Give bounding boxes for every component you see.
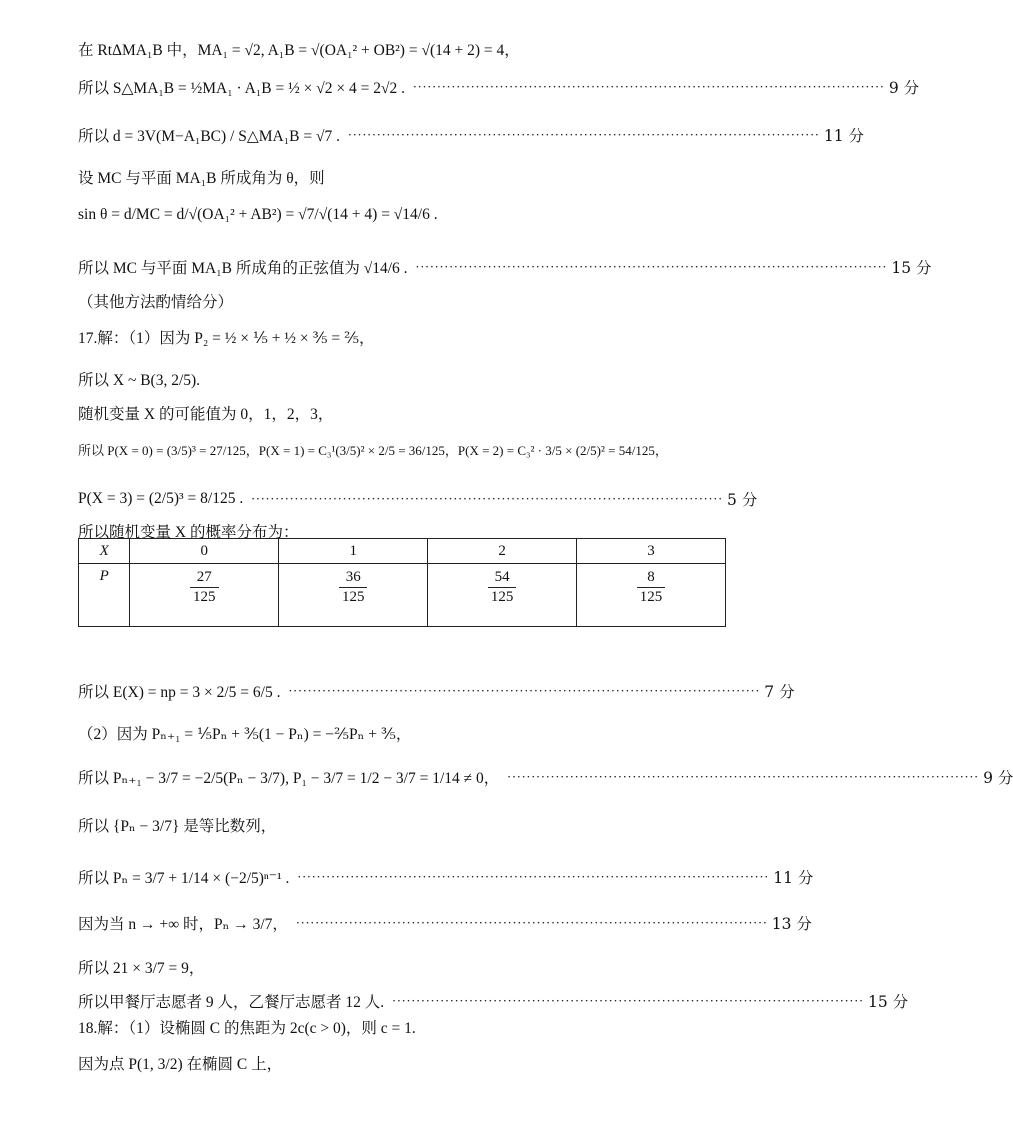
fraction-numerator: 54 (488, 568, 517, 588)
line-area-s (78, 76, 920, 98)
score-mark: 5 分 (727, 491, 758, 509)
line-text: 所以 MC 与平面 MA₁B 所成角的正弦值为 √14/6 . (78, 260, 408, 277)
dot-leader: ·································································································· (412, 80, 885, 94)
line-limit (78, 912, 812, 934)
score-mark: 7 分 (764, 683, 795, 701)
dot-leader: ·································································································· (288, 684, 761, 698)
table-header-cell: 2 (428, 539, 577, 564)
line-pn-formula (78, 866, 814, 888)
line-text: （其他方法酌情给分） (78, 294, 234, 311)
line-expectation (78, 680, 795, 702)
line-text: 18.解：（1）设椭圆 C 的焦距为 2c(c > 0)，则 c = 1. (78, 1020, 416, 1037)
table-row-label: P (79, 564, 130, 627)
line-text: 所以随机变量 X 的概率分布为： (78, 524, 299, 541)
fraction (190, 568, 219, 607)
line-text: （2）因为 Pₙ₊₁ = ⅕Pₙ + ⅗(1 − Pₙ) = −⅖Pₙ + ⅗， (78, 726, 412, 743)
line-text: 所以 Pₙ₊₁ − 3/7 = −2/5(Pₙ − 3/7), P₁ − 3/7 = 1/2 − 3/7 = 1/14 ≠ 0， (78, 770, 500, 787)
table-header-cell: X (79, 539, 130, 564)
fraction (488, 568, 517, 607)
score-mark: 13 分 (771, 915, 812, 933)
table-cell (279, 564, 428, 627)
table-header-cell: 1 (279, 539, 428, 564)
fraction-numerator: 36 (339, 568, 368, 588)
line-q18-focal (78, 1016, 718, 1038)
line-text: 所以甲餐厅志愿者 9 人，乙餐厅志愿者 12 人. (78, 994, 385, 1011)
line-volunteers (78, 990, 909, 1012)
dot-leader: ·································································································· (392, 994, 864, 1008)
score-mark: 11 分 (823, 127, 864, 145)
table-header-cell: 0 (130, 539, 279, 564)
table-cell (577, 564, 726, 627)
table-cell (130, 564, 279, 627)
line-text: 在 RtΔMA₁B 中，MA₁ = √2, A₁B = √(OA₁² + OB²) = √(14 + 2) = 4， (78, 42, 520, 59)
line-p-x3 (78, 488, 758, 510)
line-geometric-step (78, 766, 1013, 788)
line-text: 所以 S△MA₁B = ½MA₁ · A₁B = ½ × √2 × 4 = 2√2 . (78, 80, 405, 97)
table-header-row (79, 539, 726, 564)
dot-leader: ·································································································· (251, 492, 724, 506)
line-text: 所以 21 × 3/7 = 9， (78, 960, 205, 977)
line-text: 因为点 P(1, 3/2) 在椭圆 C 上， (78, 1056, 283, 1073)
line-text: 所以 X ~ B(3, 2/5). (78, 372, 201, 389)
fraction-denominator: 125 (639, 588, 663, 605)
fraction-denominator: 125 (341, 588, 365, 605)
score-mark: 15 分 (867, 993, 909, 1011)
line-q18-point (78, 1052, 718, 1074)
fraction-denominator: 125 (193, 588, 216, 605)
table-row (79, 564, 726, 627)
line-rt-triangle (78, 38, 718, 60)
fraction-denominator: 125 (490, 588, 514, 605)
fraction (637, 568, 666, 607)
line-binomial (78, 368, 718, 390)
score-mark: 15 分 (891, 259, 932, 277)
dot-leader: ·································································································· (348, 128, 820, 142)
line-text: 所以 {Pₙ − 3/7} 是等比数列， (78, 818, 277, 835)
line-geometric-sequence (78, 814, 718, 836)
line-other-methods (78, 290, 718, 312)
line-text: 所以 d = 3V(M−A₁BC) / S△MA₁B = √7 . (78, 128, 340, 145)
line-text: 设 MC 与平面 MA₁B 所成角为 θ，则 (78, 170, 325, 187)
line-probabilities (78, 440, 718, 459)
dot-leader: ·································································································· (295, 916, 768, 930)
line-text: sin θ = d/MC = d/√(OA₁² + AB²) = √7/√(14 + 4) = √14/6 . (78, 206, 438, 223)
line-distance-d (78, 124, 864, 146)
line-text: P(X = 3) = (2/5)³ = 8/125 . (78, 490, 244, 507)
table-cell (428, 564, 577, 627)
line-text: 所以 E(X) = np = 3 × 2/5 = 6/5 . (78, 684, 281, 701)
dot-leader: ·································································································· (415, 260, 888, 274)
probability-distribution-table (78, 538, 726, 627)
line-text: 所以 P(X = 0) = (3/5)³ = 27/125，P(X = 1) = C₃¹(3/5)² × 2/5 = 36/125，P(X = 2) = C₃² · 3/5 × (2/5)² = 54/125， (78, 443, 668, 458)
score-mark: 9 分 (983, 769, 1013, 787)
line-possible-values (78, 402, 718, 424)
line-product (78, 956, 718, 978)
line-recurrence (78, 722, 718, 744)
score-mark: 11 分 (773, 869, 814, 887)
fraction-numerator: 8 (637, 568, 666, 588)
fraction (339, 568, 368, 607)
line-text: 因为当 n → +∞ 时，Pₙ → 3/7， (78, 916, 288, 933)
line-set-angle (78, 166, 718, 188)
line-text: 所以 Pₙ = 3/7 + 1/14 × (−2/5)ⁿ⁻¹ . (78, 870, 290, 887)
dot-leader: ·································································································· (507, 770, 980, 784)
line-q17-p2 (78, 326, 718, 348)
line-text: 17.解：（1）因为 P₂ = ½ × ⅕ + ½ × ⅗ = ⅖， (78, 330, 375, 347)
line-sine-result (78, 256, 932, 278)
dot-leader: ·································································································· (297, 870, 770, 884)
line-text: 随机变量 X 的可能值为 0，1，2，3， (78, 406, 334, 423)
table-header-cell: 3 (577, 539, 726, 564)
fraction-numerator: 27 (190, 568, 219, 588)
score-mark: 9 分 (888, 79, 920, 97)
line-sin-theta (78, 206, 718, 224)
